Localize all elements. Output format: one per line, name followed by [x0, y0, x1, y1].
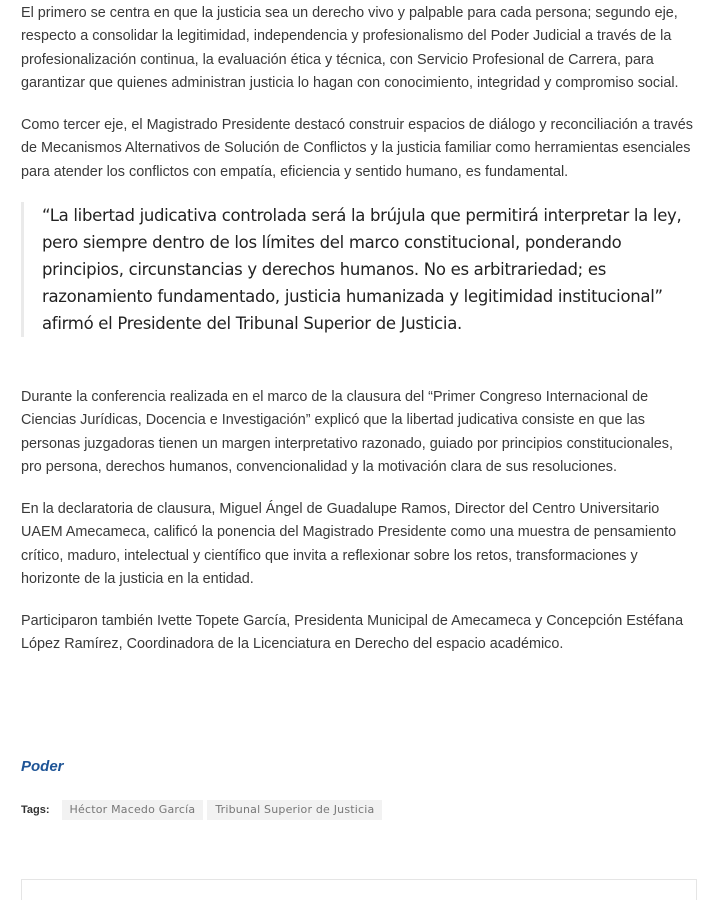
article-paragraph: Durante la conferencia realizada en el marco de la clausura del “Primer Congreso Internacional de Ciencias Jurídicas, Docencia e Investigación” explicó que la libertad judicativa consiste en que las personas juzgadoras tienen un margen interpretativo razonado, guiado por principios constitucionales, pro persona, derechos humanos, convencionalidad y la motivación clara de sus resoluciones.	[21, 389, 673, 476]
pull-quote	[21, 202, 696, 337]
quote-text: “La libertad judicativa controlada será la brújula que permitirá interpretar la ley, pero siempre dentro de los límites del marco constitucional, ponderando principios, circunstancias y derechos humanos. No es arbitrariedad; es razonamiento fundamentado, justicia humanizada y legitimidad institucional” afirmó el Presidente del Tribunal Superior de Justicia.	[42, 206, 682, 333]
tags-list	[21, 800, 386, 820]
article-paragraph: Participaron también Ivette Topete García, Presidenta Municipal de Amecameca y Concepción Estéfana López Ramírez, Coordinadora de la Licenciatura en Derecho del espacio académico.	[21, 613, 684, 653]
article-paragraph: Como tercer eje, el Magistrado Presidente destacó construir espacios de diálogo y reconciliación a través de Mecanismos Alternativos de Solución de Conflictos y la justicia familiar como herramientas esenciales para atender los conflictos con empatía, eficiencia y sentido humano, es fundamental.	[21, 117, 693, 180]
tag-link[interactable]: Héctor Macedo García	[62, 800, 204, 820]
tag-link[interactable]: Tribunal Superior de Justicia	[207, 800, 382, 820]
article-paragraph: En la declaratoria de clausura, Miguel Ángel de Guadalupe Ramos, Director del Centro Universitario UAEM Amecameca, calificó la ponencia del Magistrado Presidente como una muestra de pensamiento crítico, maduro, intelectual y científico que invita a reflexionar sobre los retos, transformaciones y horizonte de la justicia en la entidad.	[21, 501, 677, 588]
next-section-box	[21, 879, 697, 900]
tags-label: Tags:	[21, 804, 50, 816]
article-paragraph: El primero se centra en que la justicia sea un derecho vivo y palpable para cada persona; segundo eje, respecto a consolidar la legitimidad, independencia y profesionalismo del Poder Judicial a través de la profesionalización continua, la evaluación ética y técnica, con Servicio Profesional de Carrera, para garantizar que quienes administran justicia lo hagan con conocimiento, integridad y compromiso social.	[21, 5, 679, 92]
category-link[interactable]: Poder	[21, 758, 64, 775]
